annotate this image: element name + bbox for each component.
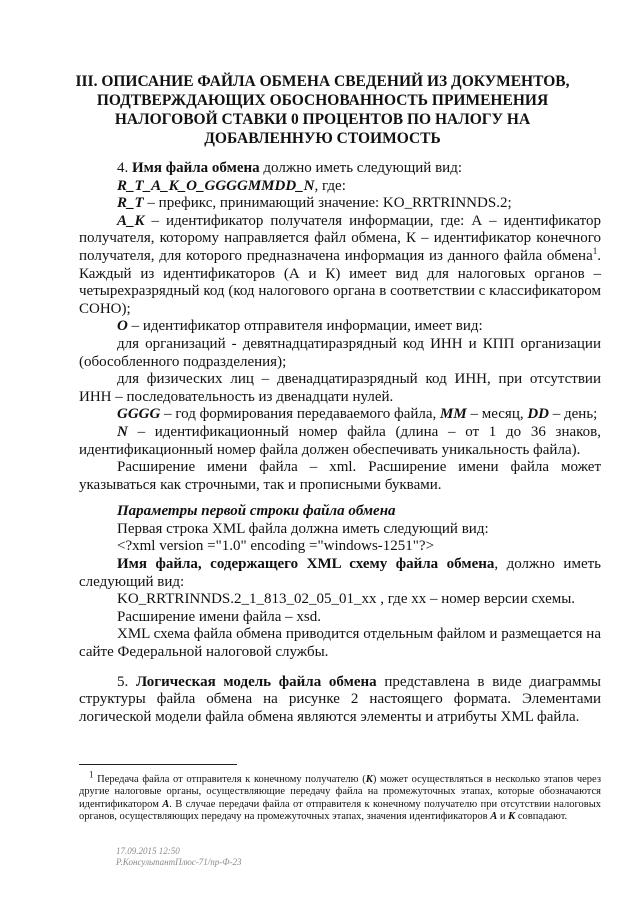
schema-name: KO_RRTRINNDS.2_1_813_02_05_01_xx , где хх – номер версии схемы. [117,591,576,608]
footnote: $^1$ Передача файла от отправителя к конечному получателю (К) может осуществляться в несколько этапов через другие налоговые органы, осуществляющие передачу файла на промежуточных этапах, которые обозначаются идентификатором А. В случае передачи файла от отправителя к конечному получателю при отсутствии налоговых органов, осуществляющих передачу на промежуточных этапах, значения идентификаторов А и К совпадают. [79,769,602,823]
schema-location: XML схема файла обмена приводится отдельным файлом и размещается на сайте Федеральной налоговой службы. [79,626,601,661]
clause-number: 4. [117,160,129,176]
paragraph-5: 5. Логическая модель файла обмена представлена в виде диаграммы структуры файла обмена на рисунке 2 настоящего формата. Элементами логической модели файла обмена являются элементы и атрибуты XML файла. [79,673,601,725]
person-format: для физических лиц – двенадцатиразрядный код ИНН, при отсутствии ИНН – последовательность из двенадцати нулей. [79,371,601,405]
paragraph-4: 4. Имя файла обмена должно иметь следующий вид: [117,160,462,176]
definition-rt: R_T – префикс, принимающий значение: KO_RRTRINNDS.2; [117,195,512,212]
print-stamp: 17.09.2015 12:50 Р.КонсультантПлюс-71/пр-Ф-23 [116,846,242,867]
heading-line: НАЛОГОВОЙ СТАВКИ 0 ПРОЦЕНТОВ ПО НАЛОГУ НА [114,111,531,128]
definition-n: N – идентификационный номер файла (длина – от 1 до 36 знаков, идентификационный номер файла должен обеспечивать уникальность файла). [79,423,602,458]
file-name-pattern: R_T_A_K_O_GGGGMMDD_N, где: [117,177,346,194]
extension-note: Расширение имени файла – xml. Расширение имени файла может указываться как строчными, так и прописными буквами. [79,459,601,493]
xml-declaration: <?xml version ="1.0" encoding ="windows-1251"?> [117,538,435,555]
footnote-divider [79,764,237,765]
org-format: для организаций - девятнадцатиразрядный код ИНН и КПП организации (обособленного подразделения); [79,335,601,370]
body-text [79,160,601,726]
params-subheading: Параметры первой строки файла обмена [117,503,396,520]
definition-ak: A_K – идентификатор получателя информации, где: А – идентификатор получателя, которому направляется файл обмена, К – идентификатор конечного получателя, для которого предназначена информация из данного файла обмена$^1$. Каждый из идентификаторов (А и К) имеет вид для налоговых органов – четырехразрядный код (код налогового органа в соответствии с классификатором СОНО); [79,212,602,317]
schema-name-intro: Имя файла, содержащего XML схему файла обмена, должно иметь следующий вид: [79,556,601,590]
first-line-note: Первая строка XML файла должна иметь следующий вид: [117,520,489,537]
heading-line: III. ОПИСАНИЕ ФАЙЛА ОБМЕНА СВЕДЕНИЙ ИЗ ДОКУМЕНТОВ, [75,73,570,90]
footnote-mark: 1 [89,769,94,780]
schema-extension: Расширение имени файла – xsd. [117,608,321,625]
definition-o: O – идентификатор отправителя информации, имеет вид: [117,318,483,335]
term: Логическая модель файла обмена [135,673,377,690]
footnote-ref: 1 [592,245,598,256]
definition-date: GGGG – год формирования передаваемого файла, MM – месяц, DD – день; [117,406,598,423]
term: Имя файла обмена [132,160,260,176]
section-heading [70,72,575,148]
heading-line: ДОБАВЛЕННУЮ СТОИМОСТЬ [204,130,441,147]
clause-number: 5. [117,673,129,690]
heading-line: ПОДТВЕРЖДАЮЩИХ ОБОСНОВАННОСТЬ ПРИМЕНЕНИЯ [96,92,549,109]
